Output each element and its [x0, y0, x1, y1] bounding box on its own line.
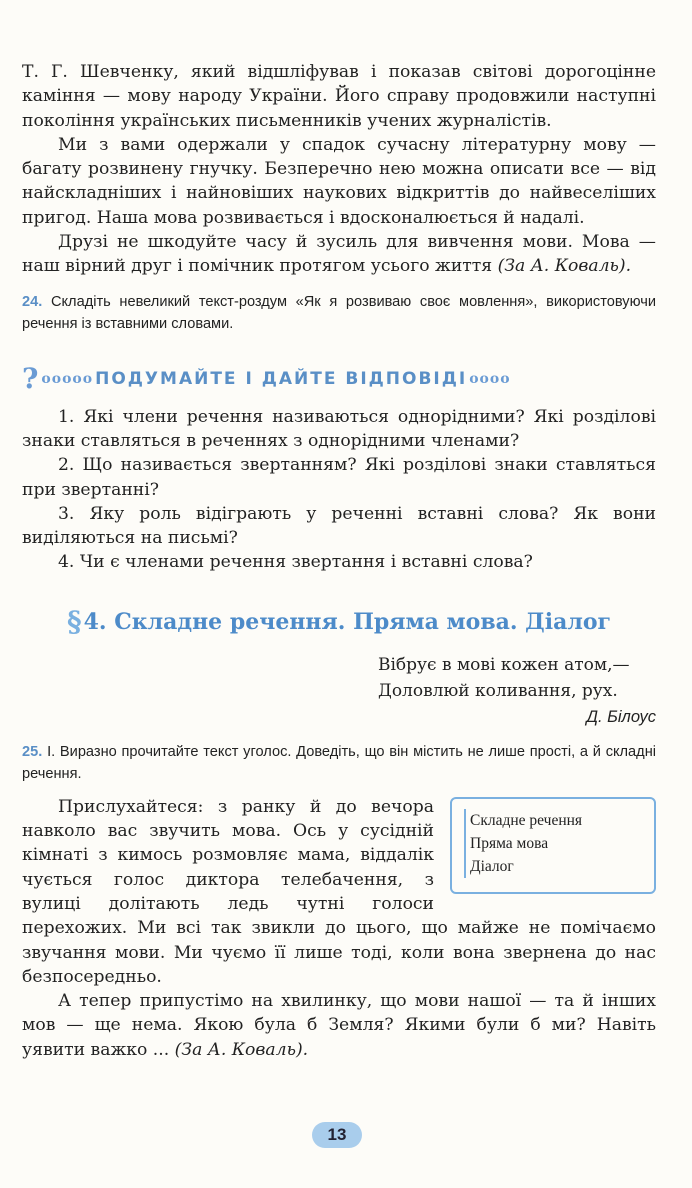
task-25: [22, 741, 656, 785]
epigraph: [378, 652, 656, 704]
question-list: [22, 405, 656, 575]
reading-paragraph-2: [22, 989, 656, 1062]
reading-paragraph-2-text: А тепер припустімо на хвилинку, що мови нашої — та й інших мов — ще нема. Якою була б Земля? Якими були б ми? Навіть уявити важко ...: [22, 991, 656, 1060]
topics-box: [450, 797, 656, 894]
topic-item: Пряма мова: [464, 832, 644, 855]
reading-paragraph-1: Прислухайтеся: з ранку й до вечора навколо вас звучить мова. Ось у сусідній кімнаті з кимось розмовляє мама, віддалік чується голос диктора телебачення, з вулиці долітають ледь чутні голоси перехожих. Ми всі так звикли до цього, що майже не помічаємо звучання мови. Ми чуємо її лише тоді, коли вона звернена до нас безпосередньо.: [22, 796, 656, 987]
epigraph-line-1: Вібрує в мові кожен атом,—: [378, 654, 630, 675]
task-text: І. Виразно прочитайте текст уголос. Доведіть, що він містить не лише прості, а й складні речення.: [22, 743, 656, 782]
question-item: 1. Які члени речення називаються однорідними? Які розділові знаки ставляться в реченнях з однорідними членами?: [22, 406, 656, 451]
topic-item: Діалог: [464, 855, 644, 878]
intro-source: (За А. Коваль).: [497, 256, 632, 277]
dots-right: oooo: [469, 370, 511, 387]
task-number: 25.: [22, 743, 43, 760]
question-item: 4. Чи є членами речення звертання і вставні слова?: [58, 552, 533, 573]
reading-source: (За А. Коваль).: [174, 1039, 309, 1060]
section-title-text: 4. Складне речення. Пряма мова. Діалог: [83, 608, 612, 635]
dots-left: ooooo: [41, 370, 94, 387]
section-heading: [22, 605, 656, 638]
think-section-title: ПОДУМАЙТЕ І ДАЙТЕ ВІДПОВІДІ: [95, 368, 468, 389]
epigraph-author: Д. Білоус: [586, 707, 656, 726]
task-24: [22, 291, 656, 335]
reading-text: [22, 795, 656, 1062]
epigraph-line-2: Доловлюй коливання, рух.: [378, 680, 618, 701]
topic-item: Складне речення: [464, 809, 644, 832]
task-number: 24.: [22, 293, 43, 310]
intro-paragraph-3: [22, 230, 656, 279]
page-content: [22, 60, 656, 1062]
task-text: Складіть невеликий текст-роздум «Як я розвиваю своє мовлення», використовуючи речення із вставними словами.: [22, 293, 656, 332]
question-item: 3. Яку роль відіграють у реченні вставні слова? Як вони виділяються на письмі?: [22, 503, 656, 549]
think-section-header: [22, 361, 656, 395]
intro-paragraph-2: Ми з вами одержали у спадок сучасну літературну мову — багату розвинену гнучку. Безперечно нею можна описати все — від найскладніших і найновіших наукових відкриттів до найвеселіших пригод. Наша мова розвивається і вдосконалюється й надалі.: [22, 134, 656, 228]
question-item: 2. Що називається звертанням? Які розділові знаки ставляться при звертанні?: [22, 455, 656, 500]
intro-paragraph-3-text: Друзі не шкодуйте часу й зусиль для вивчення мови. Мова — наш вірний друг і помічник протягом усього життя: [22, 232, 656, 277]
intro-paragraph-1: Т. Г. Шевченку, який відшліфував і показав світові дорогоцінне каміння — мову народу України. Його справу продовжили наступні покоління українських письменників учених журналістів.: [22, 62, 656, 131]
page-number: 13: [312, 1122, 362, 1148]
question-mark-icon: ?: [22, 361, 40, 395]
section-sign-icon: §: [66, 604, 82, 638]
